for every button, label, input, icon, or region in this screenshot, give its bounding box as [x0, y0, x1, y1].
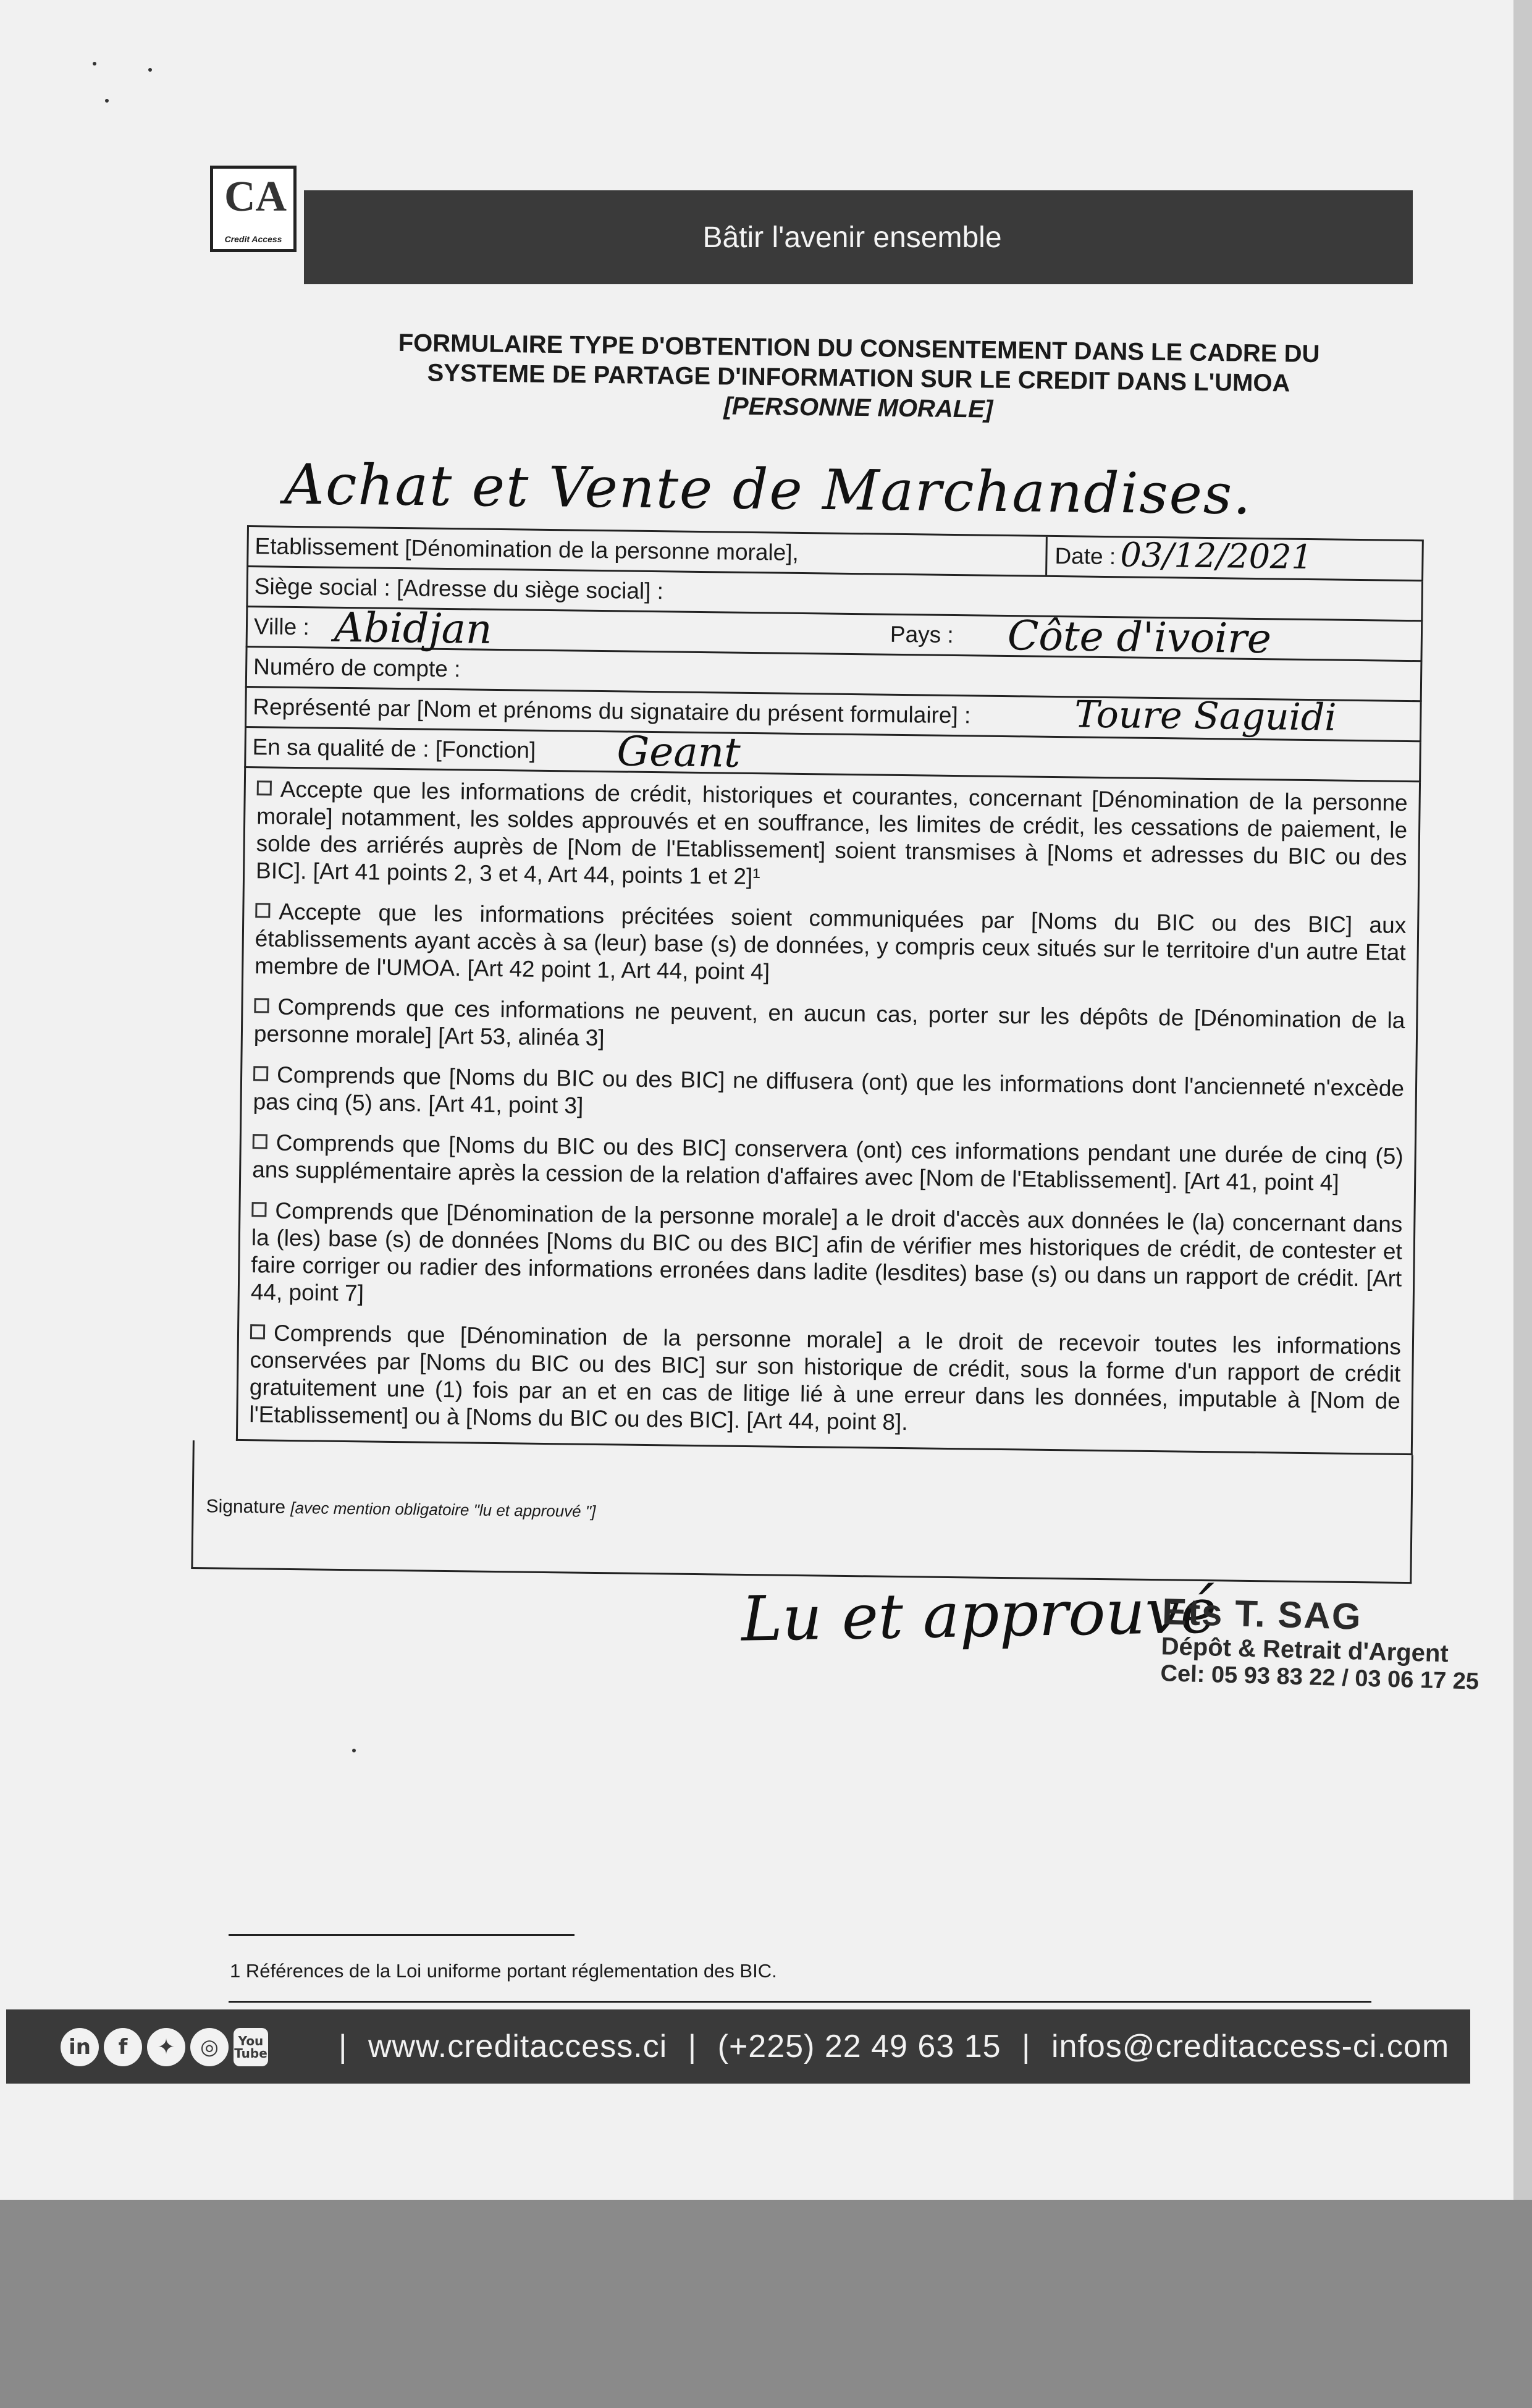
signature-label: Signature	[206, 1496, 286, 1518]
ville-label: Ville :	[253, 614, 310, 640]
stamp-line-2: Dépôt & Retrait d'Argent	[1161, 1633, 1449, 1668]
handwritten-purpose: Achat et Vente de Marchandises.	[284, 452, 1253, 528]
phone-number[interactable]: (+225) 22 49 63 15	[717, 2029, 1001, 2064]
checkbox[interactable]	[250, 1324, 265, 1339]
clause-item	[256, 775, 1408, 898]
stamp-line-1: Ets T. SAG	[1161, 1591, 1363, 1637]
form-title	[290, 327, 1428, 429]
consent-form	[206, 525, 1424, 1584]
twitter-icon[interactable]: ✦	[147, 2028, 185, 2066]
clause-item	[253, 1061, 1404, 1130]
title-line-1: FORMULAIRE TYPE D'OBTENTION DU CONSENTEMENT DANS LE CADRE DU	[398, 329, 1320, 368]
logo-ca-monogram: CA	[224, 173, 287, 221]
date-label: Date :	[1054, 543, 1116, 570]
clause-item	[255, 898, 1406, 994]
title-line-3: [PERSONNE MORALE]	[723, 392, 993, 423]
social-icons	[61, 2028, 268, 2066]
checkbox[interactable]	[255, 903, 270, 918]
checkbox[interactable]	[251, 1202, 266, 1217]
separator: |	[339, 2029, 348, 2064]
title-line-2: SYSTEME DE PARTAGE D'INFORMATION SUR LE CREDIT DANS L'UMOA	[427, 359, 1290, 397]
pays-label: Pays :	[890, 621, 954, 648]
separator: |	[688, 2029, 697, 2064]
clause-text: Accepte que les informations précitées soient communiquées par [Noms du BIC ou des BIC] aux établissements ayant accès à sa (leur) base (s) de données, y compris ceux situés sur le territoire d'un autre Etat membre de l'UMOA. [Art 42 point 1, Art 44, point 4]	[255, 898, 1407, 985]
date-value[interactable]: 03/12/2021	[1120, 535, 1313, 577]
logo-label: Credit Access	[224, 234, 282, 244]
youtube-icon[interactable]: You Tube	[234, 2028, 268, 2066]
clause-text: Comprends que [Noms du BIC ou des BIC] ne diffusera (ont) que les informations dont l'ancienneté n'excède pas cinq (5) ans. [Art 41, point 3]	[253, 1062, 1405, 1118]
pays-value[interactable]: Côte d'ivoire	[1007, 612, 1272, 663]
fonction-value[interactable]: Geant	[617, 727, 741, 777]
consent-clauses	[236, 768, 1421, 1455]
clause-text: Comprends que [Noms du BIC ou des BIC] conservera (ont) ces informations pendant une durée de cinq (5) ans supplémentaire après la cession de la relation d'affaires avec [Nom de l'Etablissement]. [Art 41, point 4]	[252, 1130, 1404, 1196]
header-banner	[304, 190, 1413, 284]
siege-label: Siège social : [Adresse du siège social] :	[254, 573, 664, 604]
signature-label-group	[206, 1496, 596, 1522]
credit-access-logo	[210, 166, 297, 252]
website-link[interactable]: www.creditaccess.ci	[368, 2029, 668, 2064]
scan-speck	[93, 62, 96, 65]
footnote: 1 Références de la Loi uniforme portant réglementation des BIC.	[230, 1960, 777, 1982]
checkbox[interactable]	[254, 998, 269, 1013]
linkedin-icon[interactable]: in	[61, 2028, 99, 2066]
scan-speck	[352, 1749, 356, 1752]
stamp-line-3: Cel: 05 93 83 22 / 03 06 17 25	[1160, 1660, 1479, 1695]
separator: |	[1022, 2029, 1031, 2064]
ville-value[interactable]: Abidjan	[334, 603, 493, 653]
handwritten-approval[interactable]: Lu et approuvé	[741, 1574, 1218, 1655]
checkbox[interactable]	[253, 1134, 267, 1149]
signature-note: [avec mention obligatoire "lu et approuvé "]	[290, 1498, 596, 1521]
clause-item	[252, 1129, 1404, 1198]
signature-row	[191, 1440, 1413, 1584]
email-link[interactable]: infos@creditaccess-ci.com	[1051, 2029, 1450, 2064]
clause-text: Comprends que [Dénomination de la personne morale] a le droit de recevoir toutes les informations conservées par [Noms du BIC ou des BIC] sur son historique de crédit, sous la forme d'un rapport de crédit gratuitement une (1) fois par an et en cas de litige lié à une erreur dans les données, imputable à [Nom de l'Etablissement] ou à [Noms du BIC ou des BIC]. [Art 44, point 8].	[249, 1320, 1402, 1435]
company-stamp	[1160, 1590, 1481, 1695]
footnote-divider	[229, 1934, 574, 1936]
representant-value[interactable]: Toure Saguidi	[1074, 693, 1337, 740]
clause-text: Comprends que ces informations ne peuvent, en aucun cas, porter sur les dépôts de [Dénomination de la personne morale] [Art 53, alinéa 3]	[253, 994, 1405, 1051]
page-edge-shadow	[1513, 0, 1532, 2200]
date-cell	[1045, 535, 1313, 577]
qualite-label: En sa qualité de : [Fonction]	[252, 734, 536, 763]
footer-bar	[6, 2009, 1470, 2084]
clause-item	[249, 1319, 1401, 1442]
represente-label: Représenté par [Nom et prénoms du signataire du présent formulaire] :	[253, 694, 971, 729]
compte-label: Numéro de compte :	[253, 654, 461, 682]
etablissement-label: Etablissement [Dénomination de la personne morale],	[255, 533, 799, 565]
clause-item	[254, 993, 1405, 1062]
scan-speck	[105, 99, 109, 103]
footer-divider	[229, 2001, 1371, 2003]
slogan: Bâtir l'avenir ensemble	[702, 221, 1002, 254]
scan-speck	[148, 68, 152, 72]
checkbox[interactable]	[257, 780, 272, 795]
clause-text: Accepte que les informations de crédit, historiques et courantes, concernant [Dénomination de la personne morale] notamment, les soldes approuvés et en souffrance, les limites de crédit, les cessations de paiement, le solde des arriérés auprès de [Nom de l'Etablissement] soient transmises à [Noms et adresses du BIC ou des BIC]. [Art 41 points 2, 3 et 4, Art 44, points 1 et 2]¹	[255, 776, 1408, 890]
facebook-icon[interactable]: f	[104, 2028, 142, 2066]
instagram-icon[interactable]: ◎	[190, 2028, 229, 2066]
contact-line	[327, 2028, 1449, 2065]
clause-item	[251, 1197, 1403, 1320]
clause-text: Comprends que [Dénomination de la personne morale] a le droit d'accès aux données le (la) concernant dans la (les) base (s) de données [Noms du BIC ou des BIC] afin de vérifier mes historiques de crédit, de contester et faire corriger ou radier des informations erronées dans ladite (lesdites) base (s) ou dans un rapport de crédit. [Art 44, point 7]	[250, 1198, 1403, 1306]
checkbox[interactable]	[253, 1066, 268, 1081]
